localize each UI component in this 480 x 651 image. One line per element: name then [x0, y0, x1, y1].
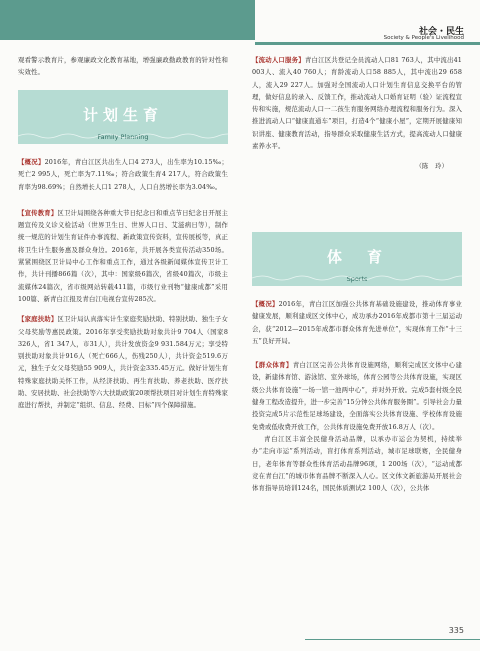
footer-rule: [305, 639, 480, 640]
family-aid-paragraph: [18, 313, 228, 411]
right-column-top: [252, 54, 462, 173]
family-aid-text: 区卫计局认真落实计生家庭奖励扶助、特别扶助、独生子女父母奖励等惠民政策。2016年享受奖励扶助对象共计9 704人（国家8 326人，省1 347人，市31人），共计发放资金9 931.584万元；享受特别扶助对象共计916人（死亡666人，伤残250人），共计资金519.6万元，独生子女父母奖励55 909人，共计资金335.45万元。做好计划生育特殊家庭扶助关怀工作，从经济扶助、再生育扶助、养老扶助、医疗扶助、安居扶助、社会扶助等六大扶助政策20项帮扶项目对计划生育特殊家庭进行帮扶，并制定“组织、信息、经费、目标”四个保障措施。: [18, 315, 228, 410]
banner-subtitle: Sports: [346, 275, 368, 283]
banner-subtitle: Family Planning: [97, 133, 149, 141]
sports-overview-paragraph: [252, 298, 462, 347]
page-number: 335: [448, 626, 464, 635]
wave-ornament: [18, 130, 228, 140]
header-color-bar: [0, 0, 255, 40]
intro-paragraph: 观看警示教育片，参观廉政文化教育基地，增强廉政勤政教育的针对性和实效性。: [18, 56, 228, 77]
publicity-text: 区卫计局围绕各种重大节日纪念日和重点节日纪念日开展主题宣传及义诊义检活动（世界卫生日、世界人口日、艾滋病日等），制作统一规范的计划生育证件办事流程、新政策宣传资料，宣传展板等，真正将卫生计生服务惠及群众身边。2016年，共开展各类宣传活动350场。紧紧围绕区卫计局中心工作和重点工作，通过各级新闻媒体宣传卫计工作，共计刊播866篇（次），其中：国家级6篇次，省级40篇次，市级主流媒体24篇次，省市级网站转载411篇，市级行业刊物“健康成都”采用100篇、新青白江报及青白江电视台宣传285次。: [18, 208, 228, 303]
banner-title: 体 育: [326, 248, 387, 266]
author-signature: （陈 玲）: [415, 162, 448, 171]
banner-title: 计划生育: [82, 106, 163, 124]
migrant-tag: 【流动人口服务】: [252, 56, 305, 64]
sports-overview-text: 2016年，青白江区加强公共体育基础设施建设，推动体育事业健康发展，顺利建成区文体中心，成功承办2016年成都市第十三届运动会，获“2012—2015年成都市群众体育先进单位”，实现体育工作“十三五”良好开局。: [252, 300, 462, 345]
family-aid-tag: 【家庭扶助】: [18, 315, 58, 324]
migrant-paragraph: [252, 54, 462, 152]
overview-text: 2016年，青白江区共出生人口4 273人，出生率为10.15‰；死亡2 995人，死亡率为7.11‰；符合政策生育4 217人，符合政策生育率为98.69%；自然增长人口1 278人，人口自然增长率为3.04‰。: [18, 158, 228, 191]
left-column-intro: [18, 54, 228, 79]
overview-paragraph: [18, 156, 228, 193]
wave-ornament: [252, 272, 462, 282]
mass-sports-tag: 【群众体育】: [252, 361, 293, 370]
mass-sports-text: 青白江区完善公共体育设施网络，顺利完成区文体中心建设，新建体育馆、游泳馆、室外球场，体育公园等公共体育设施，实现区级公共体育设施“一场一馆一池两中心”，并对外开放。完成5套村级全民健身工程改造提升，进一步完善“15分钟公共体育服务圈”。引导社会力量投资完成5片示范性足球场建设，全面落实公共体育设施、学校体育设施免费或低收费开放工作，公共体育设施免费开放16.8万人（次）。: [252, 361, 462, 431]
right-column-body: [252, 298, 469, 494]
sports-overview-tag: 【概况】: [252, 300, 279, 308]
family-planning-banner: [18, 90, 228, 144]
overview-tag: 【概况】: [18, 158, 45, 166]
mass-sports-paragraph: [252, 359, 462, 433]
header-stripe: [255, 42, 480, 45]
section-subtitle: Society & People's Livelihood: [383, 35, 464, 41]
publicity-tag: 【宣传教育】: [18, 208, 58, 217]
migrant-text: 青白江区共登记全员流动人口81 763人，其中流出41 003人、流入40 760人；育龄流动人口58 885人，其中流出29 658人，流入29 227人。加强对全国流动人口计划生育信息交换平台的管理，做好信息的录入、反馈工作，推动流动人口婚育证明（验）证流程宣传和实施，规范流动人口一二孩生育服务网络办理流程和服务行为。深入推进流动人口“健康直通车”项目，打造4个“健康小屋”，定期开展健康知识讲座、健康教育活动，指导群众采取健康生活方式，提高流动人口健康素养水平。: [252, 56, 462, 151]
publicity-paragraph: [18, 207, 228, 305]
left-column-body: [18, 156, 228, 412]
mass-sports-paragraph-2: 青白江区丰富全民健身活动品牌，以承办市运会为契机，持续举办“走向市运”系列活动，盲打体育系列活动，城市足球联赛，全民健身日，老年体育等群众性体育活动品牌96项，1 200场（次），“运动成都 竞在青白江”的城市体育品牌不断深入人心。区文体文新旅游局开展社会体育指导员培训124名，国民体质测试2 100人（次），公共体: [252, 434, 469, 493]
section-title: 社会・民生: [418, 27, 464, 37]
sports-banner: [252, 232, 462, 286]
